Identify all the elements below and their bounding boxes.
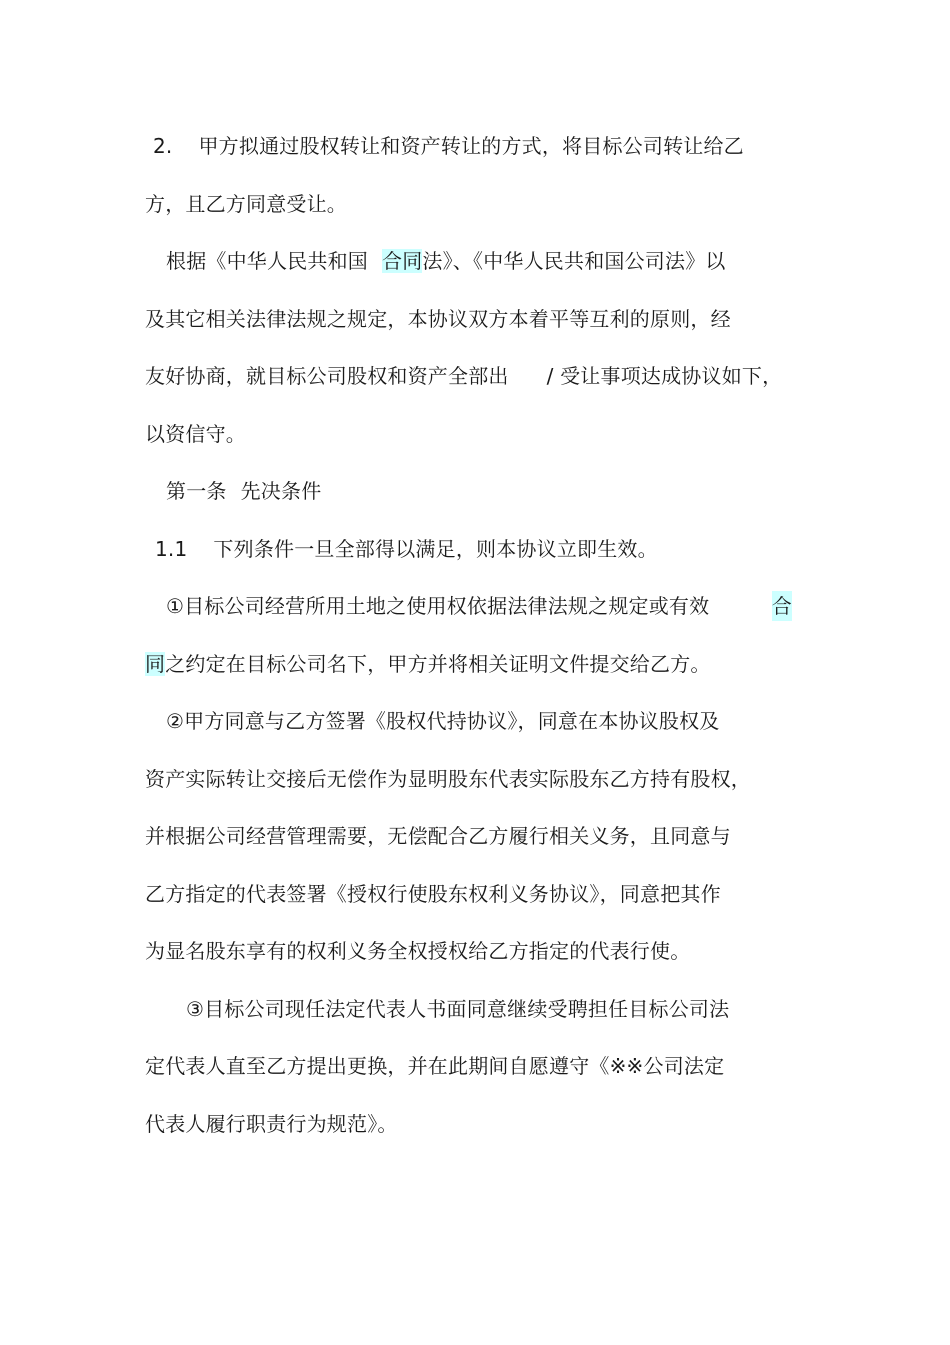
- condition-text: 并根据公司经营管理需要，无偿配合乙方履行相关义务，且同意与: [145, 824, 731, 848]
- condition-1-line-1: [166, 591, 792, 621]
- clause-number: 1.1: [155, 537, 188, 561]
- condition-1-line-2: [145, 649, 711, 679]
- condition-text: 之约定在目标公司名下，甲方并将相关证明文件提交给乙方。: [165, 652, 711, 676]
- condition-2-line-2: [145, 764, 751, 794]
- condition-text: ①目标公司经营所用土地之使用权依据法律法规之规定或有效: [166, 594, 710, 618]
- highlighted-term: 合: [772, 591, 792, 621]
- paragraph-text: 法》、《中华人民共和国公司法》以: [422, 249, 726, 273]
- clause-1-1: [155, 534, 658, 564]
- condition-text: 代表人履行职责行为规范》。: [145, 1112, 398, 1136]
- basis-line-1: [166, 246, 726, 276]
- condition-3-line-1: [186, 994, 729, 1024]
- paragraph-text: 甲方拟通过股权转让和资产转让的方式，将目标公司转让给乙: [198, 134, 744, 158]
- paragraph-text: 方，且乙方同意受让。: [145, 192, 347, 216]
- condition-text: ③目标公司现任法定代表人书面同意继续受聘担任目标公司法: [186, 997, 730, 1021]
- paragraph-2-line-2: [145, 189, 347, 219]
- paragraph-text: / 受让事项达成协议如下，: [546, 364, 783, 388]
- basis-line-2: [145, 304, 731, 334]
- highlighted-term: 合同: [382, 249, 423, 273]
- condition-2-line-4: [145, 879, 721, 909]
- condition-3-line-3: [145, 1109, 398, 1139]
- paragraph-text: 友好协商，就目标公司股权和资产全部出: [145, 364, 509, 388]
- article-heading: 先决条件: [240, 479, 322, 503]
- basis-line-3: [145, 361, 782, 391]
- clause-text: 下列条件一旦全部得以满足，则本协议立即生效。: [213, 537, 658, 561]
- condition-text: ②甲方同意与乙方签署《股权代持协议》，同意在本协议股权及: [166, 709, 720, 733]
- condition-2-line-3: [145, 821, 731, 851]
- article-number: 第一条: [166, 479, 227, 503]
- paragraph-number: 2.: [153, 134, 173, 158]
- condition-2-line-5: [145, 936, 690, 966]
- paragraph-text: 根据《中华人民共和国: [166, 249, 368, 273]
- article-1-title: [166, 476, 321, 506]
- condition-text: 资产实际转让交接后无偿作为显明股东代表实际股东乙方持有股权，: [145, 767, 751, 791]
- condition-text: 为显名股东享有的权利义务全权授权给乙方指定的代表行使。: [145, 939, 691, 963]
- condition-3-line-2: [145, 1051, 724, 1081]
- condition-text: 乙方指定的代表签署《授权行使股东权利义务协议》，同意把其作: [145, 882, 721, 906]
- paragraph-text: 及其它相关法律法规之规定，本协议双方本着平等互利的原则，经: [145, 307, 731, 331]
- paragraph-2-line-1: [153, 131, 744, 161]
- basis-line-4: [145, 419, 246, 449]
- paragraph-text: 以资信守。: [145, 422, 246, 446]
- condition-2-line-1: [166, 706, 720, 736]
- condition-text: 定代表人直至乙方提出更换，并在此期间自愿遵守《※※公司法定: [145, 1054, 725, 1078]
- highlighted-term: 同: [145, 652, 166, 676]
